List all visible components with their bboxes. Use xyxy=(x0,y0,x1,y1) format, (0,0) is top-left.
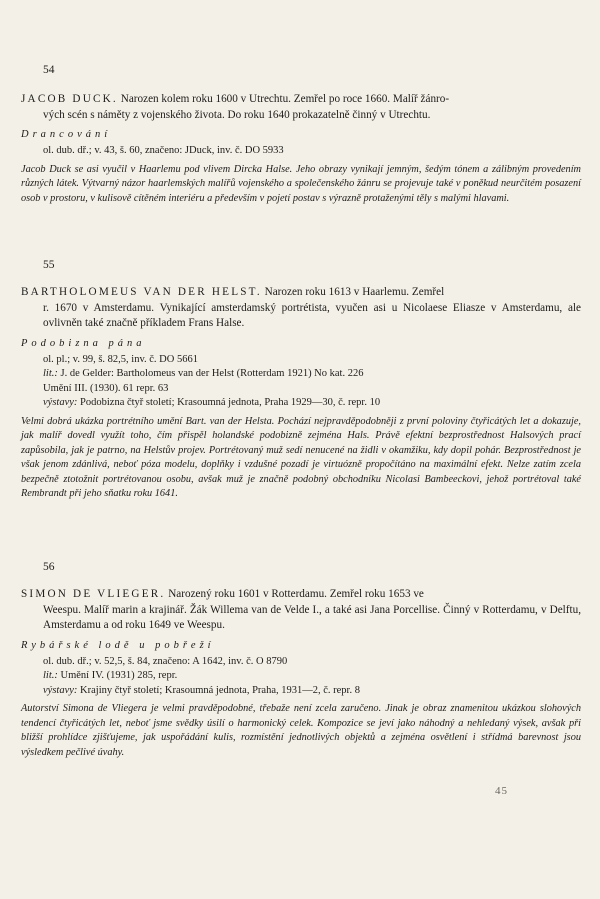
entry-commentary: Velmi dobrá ukázka portrétního umění Bart. van der Helsta. Pochází nejpravděpodobněji z první poloviny čtyřicátých let a dokazuje, jak malíř dovedl využít toho, čím přispěl holandské podobizně zejména Hals. Právě efektní bezprostřednost Halsových prací zapůsobila, jak je patrno, na Helstův projev. Portrétovaný muž sedí nenucené na židli v okamžiku, kdy dopil pohár. Bezprostřednost je však jenom zdánlivá, neboť póza modelu, doplňky i vzdušné pozadí je virtuózně propočítáno na maximální efekt. Nelze zatím zcela bezpečně ztotožnit portrétovanou osobu, avšak muž je značně podobný obchodníku Nicolasi Bambeeckovi, jehož portrétoval také Rembrandt při jeho sňatku roku 1641. xyxy=(21,415,581,499)
intro-line-1: Narozen roku 1613 v Haarlemu. Zemřel xyxy=(264,286,445,298)
detail-line: Umění III. (1930). 61 repr. 63 xyxy=(43,382,169,394)
artwork-title: Drancování xyxy=(21,129,112,140)
artist-name: BARTHOLOMEUS VAN DER HELST. xyxy=(21,286,262,298)
artwork-details xyxy=(21,655,581,699)
artwork-details xyxy=(21,353,581,411)
artwork-title: Podobizna pána xyxy=(21,337,146,349)
entry-number: 55 xyxy=(43,259,55,271)
intro-line-2: vých scén s náměty z vojenského života. Do roku 1640 prokazatelně činný v Utrechtu. xyxy=(43,108,431,121)
artwork-details xyxy=(21,144,581,159)
intro-line-1: Narozený roku 1601 v Rotterdamu. Zemřel roku 1653 ve xyxy=(168,588,424,600)
detail-line: ol. dub. dř.; v. 43, š. 60, značeno: JDuck, inv. č. DO 5933 xyxy=(43,145,284,156)
artist-name: JACOB DUCK. xyxy=(21,93,118,105)
entry-intro xyxy=(21,587,581,634)
detail-line: výstavy: Krajiny čtyř století; Krasoumná jednota, Praha, 1931—2, č. repr. 8 xyxy=(43,684,360,696)
entry-commentary: Autorství Simona de Vliegera je velmi pravděpodobné, třebaže není zcela zaručeno. Jinak je obraz znamenitou ukázkou slohových tendencí čtyřicátých let, neboť jsme svědky úsilí o harmonický celek. Kompozice se jeví jako náhodný a nehledaný výsek, avšak při bližší prohlídce zjišťujeme, jak uspořádání kulis, rozmístění jednotlivých objektů a zejména osvětlení i střídmá barevnost jsou výsledkem pečlivé úvahy. xyxy=(21,703,581,758)
catalog-entry-55 xyxy=(21,259,581,502)
detail-line: ol. dub. dř.; v. 52,5, š. 84, značeno: A 1642, inv. č. O 8790 xyxy=(43,655,288,667)
intro-line-2: r. 1670 v Amsterdamu. Vynikající amsterdamský portrétista, vyučen asi u Nicolaese Eliasze v Amsterdamu, ale ovlivněn také značně příkladem Frans Halse. xyxy=(43,301,581,329)
catalog-entry-56 xyxy=(21,561,581,760)
detail-line: ol. pl.; v. 99, š. 82,5, inv. č. DO 5661 xyxy=(43,353,198,365)
entry-number: 56 xyxy=(43,561,55,573)
entry-intro xyxy=(21,92,581,123)
detail-line: lit.: J. de Gelder: Bartholomeus van der Helst (Rotterdam 1921) No kat. 226 xyxy=(43,368,364,379)
artist-name: SIMON DE VLIEGER. xyxy=(21,588,166,600)
detail-line: výstavy: Podobizna čtyř století; Krasoumná jednota, Praha 1929—30, č. repr. 10 xyxy=(43,397,381,408)
entry-intro xyxy=(21,285,581,332)
detail-line: lit.: Umění IV. (1931) 285, repr. xyxy=(43,670,178,681)
intro-line-1: Narozen kolem roku 1600 v Utrechtu. Zemřel po roce 1660. Malíř žánro- xyxy=(120,93,450,105)
entry-commentary: Jacob Duck se asi vyučil v Haarlemu pod vlivem Dircka Halse. Jeho obrazy vynikají jemným, šedým tónem a zálibným provedením různých látek. Výtvarný názor haarlemských malířů vojenského a společenského žánru se projevuje také v poněkud neurčitém posazení osob v prostoru, v kulisově cítěném interiéru a především v pojetí postav s výrazně protaženými těly s malými hlavami. xyxy=(21,163,581,204)
entry-number: 54 xyxy=(43,64,55,76)
intro-line-2: Weespu. Malíř marin a krajinář. Žák Willema van de Velde I., a také asi Jana Porcellise. Činný v Rotterdamu, v Delftu, Amsterdamu a od roku 1649 ve Weespu. xyxy=(43,603,581,631)
artwork-title: Rybářské lodě u pobřeží xyxy=(21,639,215,651)
catalog-entry-54 xyxy=(21,64,581,206)
page-number: 45 xyxy=(495,785,508,797)
